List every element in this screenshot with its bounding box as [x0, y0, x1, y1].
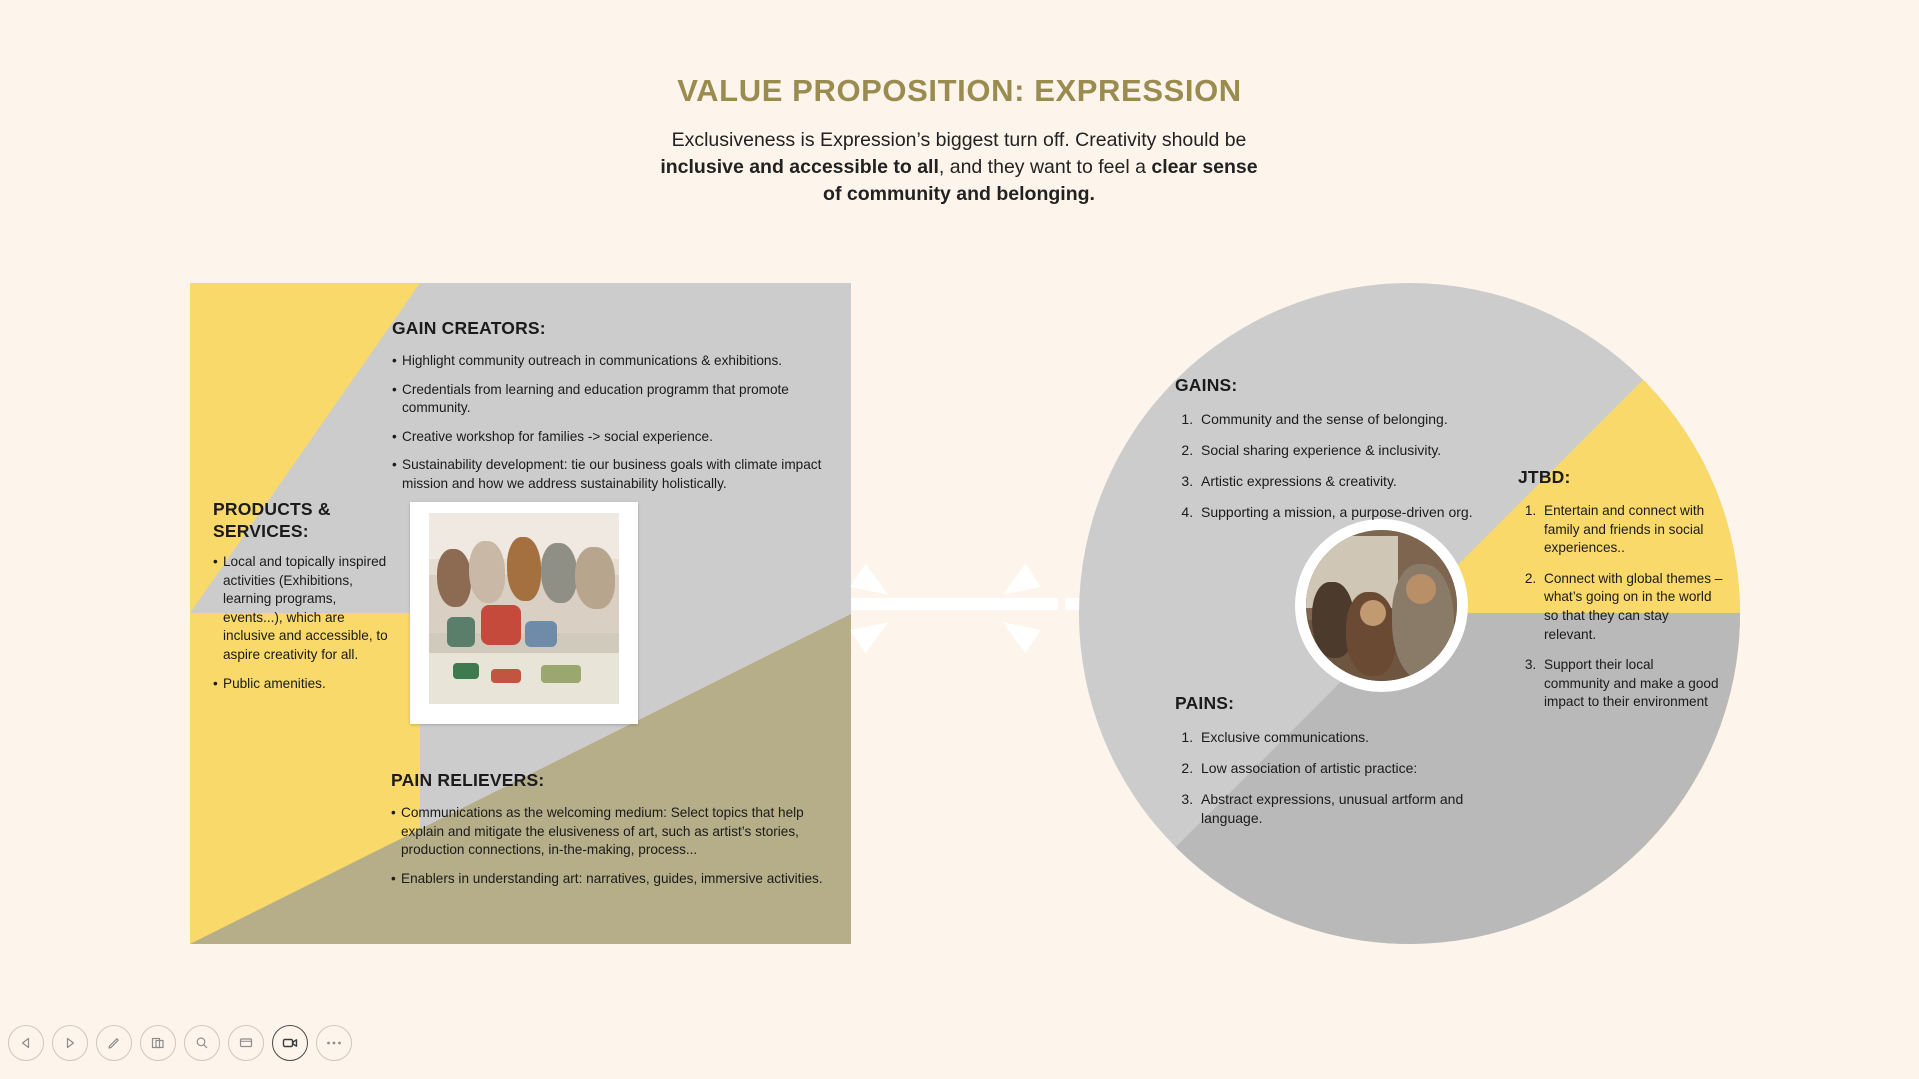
list-item: 1. Entertain and connect with family and friends in social experiences..	[1540, 502, 1723, 558]
pains-heading: PAINS:	[1175, 693, 1235, 713]
subtitle-text-2: , and they want to feel a	[938, 156, 1152, 178]
camera-icon	[281, 1034, 299, 1052]
previous-slide-button[interactable]	[8, 1025, 44, 1061]
list-item: • Highlight community outreach in communications & exhibitions.	[392, 352, 842, 371]
gains-heading: GAINS:	[1175, 375, 1238, 395]
list-item: 3. Abstract expressions, unusual artform and language.	[1197, 790, 1475, 828]
pain-relievers-list	[391, 804, 841, 888]
pains-list	[1175, 728, 1475, 828]
gain-creators-list	[392, 352, 842, 494]
list-item: 4. Supporting a mission, a purpose-driven org.	[1197, 503, 1505, 522]
zoom-button[interactable]	[184, 1025, 220, 1061]
gains-list	[1175, 410, 1505, 522]
magnifier-icon	[194, 1035, 210, 1051]
pain-relievers-section	[391, 770, 841, 898]
list-item: • Public amenities.	[213, 675, 393, 694]
list-item: 2. Social sharing experience & inclusivity.	[1197, 441, 1505, 460]
list-item: 1. Exclusive communications.	[1197, 728, 1475, 747]
next-slide-button[interactable]	[52, 1025, 88, 1061]
list-item: • Local and topically inspired activities (Exhibitions, learning programs, events...), which are inclusive and accessible, to aspire creativity for all.	[213, 553, 393, 665]
workshop-photo-card	[410, 502, 638, 724]
value-map-panel	[190, 283, 851, 944]
list-item: 3. Support their local community and make a good impact to their environment	[1540, 656, 1723, 712]
jtbd-section	[1518, 467, 1723, 724]
screen-icon	[238, 1035, 254, 1051]
list-item: • Creative workshop for families -> social experience.	[392, 428, 842, 447]
chevron-left-icon	[19, 1036, 33, 1050]
products-services-heading: PRODUCTS & SERVICES:	[213, 499, 331, 541]
workshop-photo	[429, 513, 619, 704]
list-item: • Enablers in understanding art: narratives, guides, immersive activities.	[391, 870, 841, 889]
jtbd-heading: JTBD:	[1518, 467, 1571, 487]
gain-creators-section	[392, 318, 842, 504]
pain-relievers-heading: PAIN RELIEVERS:	[391, 770, 545, 790]
presenter-view-button[interactable]	[228, 1025, 264, 1061]
more-options-button[interactable]	[316, 1025, 352, 1061]
presentation-toolbar	[8, 1025, 352, 1061]
list-item: 1. Community and the sense of belonging.	[1197, 410, 1505, 429]
page-subtitle	[659, 127, 1259, 208]
list-item: 3. Artistic expressions & creativity.	[1197, 472, 1505, 491]
record-button[interactable]	[272, 1025, 308, 1061]
value-map-content	[190, 283, 851, 944]
subtitle-bold-1: inclusive and accessible to all	[660, 156, 939, 178]
products-services-list	[213, 553, 393, 693]
list-item: • Communications as the welcoming medium: Select topics that help explain and mitigate the elusiveness of art, such as artist’s stories, production connections, in-the-making, process...	[391, 804, 841, 860]
pen-tool-button[interactable]	[96, 1025, 132, 1061]
gains-section	[1175, 375, 1505, 534]
chevron-right-icon	[63, 1036, 77, 1050]
jtbd-list	[1518, 502, 1723, 712]
products-services-section	[213, 498, 393, 703]
arrow-head-icon	[995, 610, 1040, 653]
list-item: • Sustainability development: tie our business goals with climate impact mission and how we address sustainability holistically.	[392, 456, 842, 493]
ellipsis-icon	[325, 1040, 343, 1046]
list-item: 2. Low association of artistic practice:	[1197, 759, 1475, 778]
pen-icon	[106, 1035, 122, 1051]
list-item: • Credentials from learning and education programm that promote community.	[392, 381, 842, 418]
arrow-head-icon	[850, 610, 895, 653]
copy-icon	[150, 1035, 166, 1051]
copy-button[interactable]	[140, 1025, 176, 1061]
pains-section	[1175, 693, 1475, 840]
subtitle-text-1: Exclusiveness is Expression’s biggest turn off. Creativity should be	[671, 129, 1247, 151]
page-title: VALUE PROPOSITION: EXPRESSION	[677, 73, 1242, 108]
gain-creators-heading: GAIN CREATORS:	[392, 318, 546, 338]
visitors-photo	[1306, 530, 1457, 681]
list-item: 2. Connect with global themes – what’s going on in the world so that they can stay relevant.	[1540, 570, 1723, 644]
subtitle-bold-2: clear sense of community and belonging.	[823, 156, 1258, 205]
